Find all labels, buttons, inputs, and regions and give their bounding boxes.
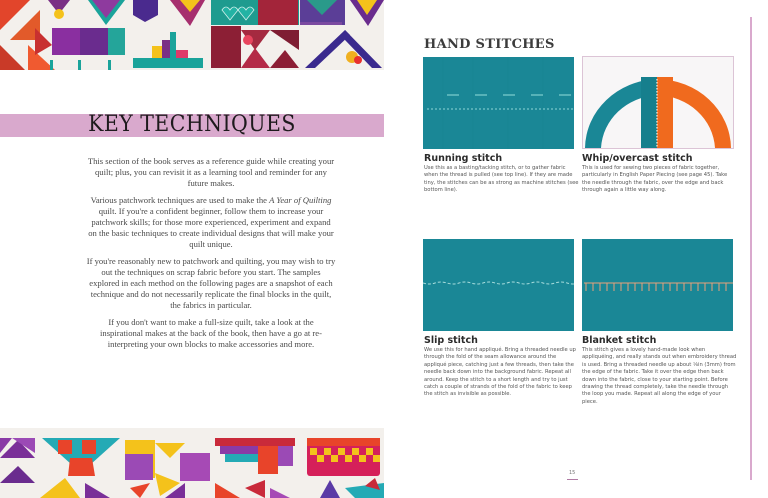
page-number: 15 bbox=[569, 470, 576, 476]
text-span: quilt. If you're a confident beginner, follow them to increase your patchwork skills; for those more experienced, experiment and expand on the basic techniques to create individual designs that will make your quilt unique. bbox=[88, 206, 334, 249]
page-number-underline bbox=[567, 479, 578, 480]
page-title: KEY TECHNIQUES bbox=[88, 112, 296, 137]
section-heading: HAND STITCHES bbox=[424, 37, 555, 52]
stitch-description: This is used for sewing two pieces of fabric together, particularly in English Paper Piecing (see page 45). Take the needle through the fabric, over the edge and back through again a little way along. bbox=[582, 165, 728, 194]
blanket-stitch-photo bbox=[582, 239, 733, 331]
stitch-blanket bbox=[582, 335, 737, 406]
quilt-photo-top bbox=[0, 0, 384, 70]
intro-paragraph: This section of the book serves as a reference guide while creating your quilt; plus, you can revisit it as a learning tool and reminder for any future makes. bbox=[87, 156, 335, 188]
intro-paragraph: If you're reasonably new to patchwork and quilting, you may wish to try out the techniques on scrap fabric before you start. The samples explored in each method on the following pages are a snapshot of each technique and do not necessarily replicate the final blocks in the quilt, the fabrics in particular. bbox=[86, 256, 336, 310]
stitch-title: Whip/overcast stitch bbox=[582, 153, 693, 164]
stitch-running bbox=[424, 153, 579, 195]
running-stitch-photo bbox=[423, 57, 574, 149]
intro-paragraph bbox=[86, 195, 336, 250]
slip-stitch-photo bbox=[423, 239, 574, 331]
intro-text bbox=[86, 156, 336, 356]
book-title: A Year of Quilting bbox=[269, 195, 332, 205]
whip-stitch-photo bbox=[582, 56, 734, 149]
text-span: Various patchwork techniques are used to make the bbox=[90, 195, 270, 205]
stitch-title: Running stitch bbox=[424, 153, 503, 164]
intro-paragraph: If you don't want to make a full-size quilt, take a look at the inspirational makes at the back of the book, then have a go at re-interpreting your own blocks to make accessories and more. bbox=[100, 317, 322, 349]
stitch-description: We use this for hand appliqué. Bring a threaded needle up through the fold of the seam allowance around the appliqué piece, catching just a few threads, then take the needle back down into the background fabric. Repeat all around. Keep the stitch to a short length and try to just catch a couple of strands of the fold of the fabric to keep the stitch as invisible as possible. bbox=[424, 347, 576, 398]
accent-line bbox=[750, 17, 752, 480]
stitch-title: Blanket stitch bbox=[582, 335, 657, 346]
quilt-photo-bottom bbox=[0, 428, 384, 498]
stitch-title: Slip stitch bbox=[424, 335, 478, 346]
stitch-slip bbox=[424, 335, 579, 399]
stitch-description: This stitch gives a lovely hand-made look when appliquéing, and really stands out when embroidery thread is used. Bring a threaded needle up about ⅛in (3mm) from the edge of the fabric. Take it over the edge then back down into the fabric, close to your starting point. Before drawing the thread completely, take the needle through the loop you made. Repeat all along the edge of your piece. bbox=[582, 347, 737, 405]
stitch-description: Use this as a basting/tacking stitch, or to gather fabric when the thread is pulled (see top line). If they are made tiny, the stitches can be as strong as machine stitches (see bottom line). bbox=[424, 165, 579, 194]
stitch-whip bbox=[582, 153, 737, 195]
